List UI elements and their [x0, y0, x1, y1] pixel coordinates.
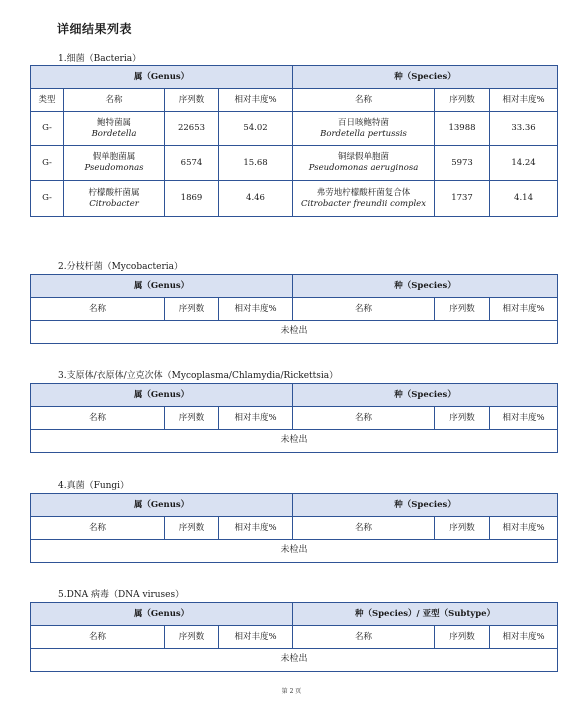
species-latin: Pseudomonas aeruginosa [308, 163, 419, 173]
not-detected-row [31, 649, 558, 672]
species-subtype-header: 种（Species）/ 亚型（Subtype） [293, 603, 558, 626]
genus-abundance-column-header: 相对丰度% [219, 89, 293, 112]
type-column-header: 类型 [31, 89, 64, 112]
page-number: 第 2 页 [281, 688, 302, 695]
species-abundance-column-header: 相对丰度% [490, 298, 558, 321]
species-reads-cell: 5973 [435, 146, 490, 181]
page-title: 详细结果列表 [57, 22, 133, 36]
table-row [31, 112, 558, 146]
genus-cn: 假单胞菌属 [92, 152, 136, 163]
table-header-row [31, 494, 558, 517]
species-abundance-cell: 4.14 [490, 181, 558, 217]
table-subheader-row [31, 626, 558, 649]
genus-header: 属（Genus） [31, 384, 293, 407]
genus-name-cell [64, 146, 165, 181]
species-name-column-header: 名称 [293, 298, 435, 321]
species-abundance-column-header: 相对丰度% [490, 407, 558, 430]
section-title-mycoplasma: 3.支原体/衣原体/立克次体（Mycoplasma/Chlamydia/Rickettsia） [58, 371, 339, 381]
genus-abundance-cell: 4.46 [219, 181, 293, 217]
genus-header: 属（Genus） [31, 66, 293, 89]
section-title-bacteria: 1.细菌（Bacteria） [58, 54, 142, 64]
species-reads-cell: 13988 [435, 112, 490, 146]
table-header-row [31, 603, 558, 626]
species-name-cell [293, 181, 435, 217]
genus-abundance-column-header: 相对丰度% [219, 517, 293, 540]
genus-latin: Pseudomonas [84, 163, 144, 173]
species-name-column-header: 名称 [293, 407, 435, 430]
genus-reads-column-header: 序列数 [165, 626, 219, 649]
table-header-row [31, 275, 558, 298]
genus-reads-cell: 6574 [165, 146, 219, 181]
section-title-fungi: 4.真菌（Fungi） [58, 481, 130, 491]
not-detected-text: 未检出 [31, 321, 558, 344]
species-cn: 百日咳鲍特菌 [338, 117, 390, 128]
genus-cn: 柠檬酸杆菌属 [88, 187, 140, 198]
section-title-dna-viruses: 5.DNA 病毒（DNA viruses） [58, 590, 185, 600]
species-cn: 弗劳地柠檬酸杆菌复合体 [316, 187, 411, 198]
type-cell: G- [31, 112, 64, 146]
genus-header: 属（Genus） [31, 603, 293, 626]
not-detected-row [31, 321, 558, 344]
bacteria-table [30, 65, 558, 217]
table-subheader-row [31, 298, 558, 321]
genus-cn: 鲍特菌属 [96, 117, 131, 128]
genus-name-column-header: 名称 [31, 626, 165, 649]
genus-name-column-header: 名称 [64, 89, 165, 112]
species-reads-column-header: 序列数 [435, 626, 490, 649]
not-detected-row [31, 540, 558, 563]
genus-name-column-header: 名称 [31, 407, 165, 430]
not-detected-text: 未检出 [31, 540, 558, 563]
species-name-column-header: 名称 [293, 517, 435, 540]
genus-reads-column-header: 序列数 [165, 517, 219, 540]
genus-abundance-cell: 15.68 [219, 146, 293, 181]
species-latin: Bordetella pertussis [320, 128, 407, 139]
genus-reads-column-header: 序列数 [165, 298, 219, 321]
table-header-row [31, 384, 558, 407]
genus-abundance-column-header: 相对丰度% [219, 407, 293, 430]
species-latin: Citrobacter freundii complex [301, 198, 427, 209]
species-reads-column-header: 序列数 [435, 517, 490, 540]
genus-reads-cell: 22653 [165, 112, 219, 146]
not-detected-text: 未检出 [31, 430, 558, 453]
genus-latin: Citrobacter [89, 198, 139, 209]
species-abundance-column-header: 相对丰度% [490, 89, 558, 112]
genus-reads-cell: 1869 [165, 181, 219, 217]
genus-name-column-header: 名称 [31, 298, 165, 321]
table-subheader-row [31, 517, 558, 540]
table-subheader-row [31, 407, 558, 430]
genus-latin: Bordetella [91, 128, 137, 139]
species-abundance-column-header: 相对丰度% [490, 517, 558, 540]
genus-abundance-cell: 54.02 [219, 112, 293, 146]
table-row [31, 146, 558, 181]
type-cell: G- [31, 181, 64, 217]
species-header: 种（Species） [293, 275, 558, 298]
genus-header: 属（Genus） [31, 494, 293, 517]
species-abundance-cell: 33.36 [490, 112, 558, 146]
species-reads-cell: 1737 [435, 181, 490, 217]
table-subheader-row [31, 89, 558, 112]
type-cell: G- [31, 146, 64, 181]
species-name-column-header: 名称 [293, 89, 435, 112]
section-title-mycobacteria: 2.分枝杆菌（Mycobacteria） [58, 262, 184, 272]
species-name-column-header: 名称 [293, 626, 435, 649]
species-name-cell [293, 112, 435, 146]
genus-name-cell [64, 181, 165, 217]
not-detected-text: 未检出 [31, 649, 558, 672]
species-reads-column-header: 序列数 [435, 298, 490, 321]
species-header: 种（Species） [293, 66, 558, 89]
genus-abundance-column-header: 相对丰度% [219, 298, 293, 321]
species-abundance-cell: 14.24 [490, 146, 558, 181]
species-reads-column-header: 序列数 [435, 89, 490, 112]
genus-name-column-header: 名称 [31, 517, 165, 540]
mycobacteria-table [30, 274, 558, 344]
genus-name-cell [64, 112, 165, 146]
genus-reads-column-header: 序列数 [165, 89, 219, 112]
mycoplasma-table [30, 383, 558, 453]
genus-header: 属（Genus） [31, 275, 293, 298]
species-abundance-column-header: 相对丰度% [490, 626, 558, 649]
species-cn: 铜绿假单胞菌 [338, 152, 390, 163]
not-detected-row [31, 430, 558, 453]
table-row [31, 181, 558, 217]
dna-viruses-table [30, 602, 558, 672]
table-header-row [31, 66, 558, 89]
species-header: 种（Species） [293, 384, 558, 407]
genus-reads-column-header: 序列数 [165, 407, 219, 430]
genus-abundance-column-header: 相对丰度% [219, 626, 293, 649]
species-reads-column-header: 序列数 [435, 407, 490, 430]
species-header: 种（Species） [293, 494, 558, 517]
species-name-cell [293, 146, 435, 181]
fungi-table [30, 493, 558, 563]
